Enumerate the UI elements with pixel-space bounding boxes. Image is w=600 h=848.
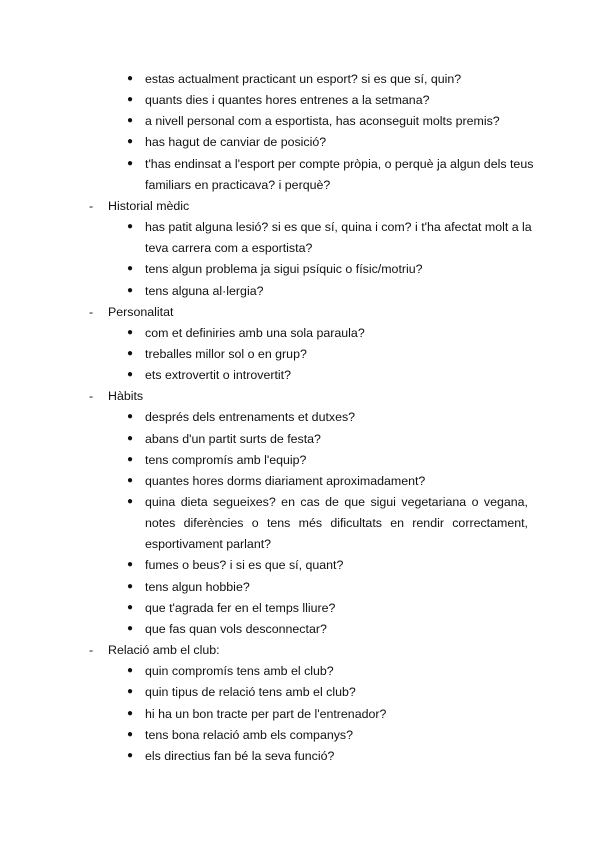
bullet-icon: ● bbox=[127, 94, 134, 106]
section-dash: - bbox=[89, 304, 94, 319]
section-heading: Hàbits bbox=[108, 389, 144, 404]
bullet-icon: ● bbox=[127, 665, 134, 677]
list-item: els directius fan bé la seva funció? bbox=[145, 748, 335, 763]
list-item: has patit alguna lesió? si es que sí, quina i com? i t'ha afectat molt a la bbox=[145, 220, 532, 235]
bullet-icon: ● bbox=[127, 686, 134, 698]
list-item: ets extrovertit o introvertit? bbox=[145, 368, 291, 383]
bullet-icon: ● bbox=[127, 347, 134, 359]
bullet-icon: ● bbox=[127, 73, 134, 84]
list-item: tens algun problema ja sigui psíquic o físic/motriu? bbox=[145, 262, 423, 277]
bullet-icon: ● bbox=[127, 115, 134, 127]
bullet-icon: ● bbox=[127, 453, 134, 465]
list-item: tens algun hobbie? bbox=[145, 579, 250, 594]
list-item: abans d'un partit surts de festa? bbox=[145, 431, 321, 446]
list-item: estas actualment practicant un esport? si es que sí, quin? bbox=[145, 72, 462, 86]
bullet-icon: ● bbox=[127, 749, 134, 761]
list-item: fumes o beus? i si es que sí, quant? bbox=[145, 558, 344, 573]
bullet-icon: ● bbox=[127, 601, 134, 613]
bullet-icon: ● bbox=[127, 411, 134, 423]
bullet-icon: ● bbox=[127, 263, 134, 275]
bullet-icon: ● bbox=[127, 622, 134, 634]
list-item: hi ha un bon tracte per part de l'entrenador? bbox=[145, 706, 387, 721]
list-item: tens alguna al·lergia? bbox=[145, 283, 264, 298]
list-item: quina dieta segueixes? en cas de que sigui vegetariana o vegana, bbox=[145, 495, 528, 509]
bullet-icon: ● bbox=[127, 157, 134, 169]
list-item: has hagut de canviar de posició? bbox=[145, 135, 327, 150]
list-item: que fas quan vols desconnectar? bbox=[145, 621, 327, 636]
bullet-icon: ● bbox=[127, 496, 134, 507]
list-item: com et definiries amb una sola paraula? bbox=[145, 325, 365, 340]
list-item: treballes millor sol o en grup? bbox=[145, 346, 307, 361]
bullet-icon: ● bbox=[127, 559, 134, 571]
section-dash: - bbox=[89, 643, 94, 658]
list-item: quants dies i quantes hores entrenes a la setmana? bbox=[145, 93, 430, 108]
list-item: tens bona relació amb els companys? bbox=[145, 727, 354, 742]
bullet-icon: ● bbox=[127, 432, 134, 444]
list-item-continuation: notes diferències o tens més dificultats en rendir correctament, bbox=[145, 516, 528, 531]
bullet-icon: ● bbox=[127, 728, 134, 740]
list-item: quin tipus de relació tens amb el club? bbox=[145, 685, 356, 700]
bullet-icon: ● bbox=[127, 580, 134, 592]
list-item: tens compromís amb l'equip? bbox=[145, 452, 307, 467]
bullet-icon: ● bbox=[127, 369, 134, 381]
section-dash: - bbox=[89, 198, 94, 213]
list-item: t'has endinsat a l'esport per compte pròpia, o perquè ja algun dels teus bbox=[145, 156, 534, 171]
bullet-icon: ● bbox=[127, 707, 134, 719]
section-dash: - bbox=[89, 389, 94, 404]
bullet-icon: ● bbox=[127, 474, 134, 486]
list-item: quin compromís tens amb el club? bbox=[145, 664, 334, 679]
list-item: que t'agrada fer en el temps lliure? bbox=[145, 600, 336, 615]
bullet-icon: ● bbox=[127, 326, 134, 338]
list-item-continuation: esportivament parlant? bbox=[145, 537, 272, 552]
bullet-icon: ● bbox=[127, 221, 134, 233]
list-item-continuation: familiars en practicava? i perquè? bbox=[145, 177, 331, 192]
list-item: després dels entrenaments et dutxes? bbox=[145, 410, 356, 425]
list-item-continuation: teva carrera com a esportista? bbox=[145, 241, 313, 256]
section-heading: Relació amb el club: bbox=[108, 643, 220, 658]
list-item: quantes hores dorms diariament aproximadament? bbox=[145, 473, 426, 488]
bullet-icon: ● bbox=[127, 284, 134, 296]
section-heading: Historial mèdic bbox=[108, 198, 190, 213]
list-item: a nivell personal com a esportista, has aconseguit molts premis? bbox=[145, 114, 500, 129]
bullet-icon: ● bbox=[127, 136, 134, 148]
section-heading: Personalitat bbox=[108, 304, 174, 319]
